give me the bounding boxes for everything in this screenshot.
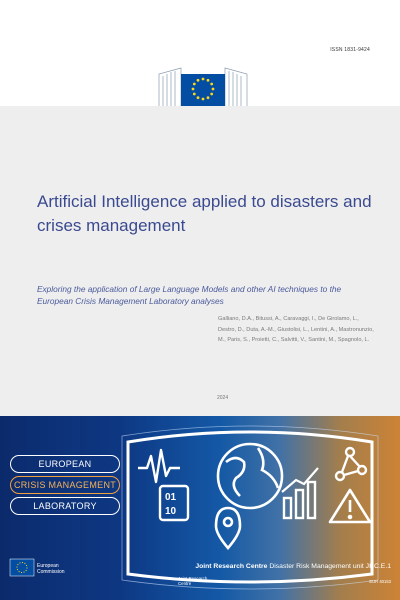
jrc-name: Joint Research Centre [195, 563, 268, 570]
binary-bottom-text: 10 [165, 506, 177, 517]
binary-top-text: 01 [165, 492, 177, 503]
ec-bottom-label-2: Commission [37, 569, 65, 575]
title-band [0, 106, 400, 416]
jrc-unit-line [195, 563, 391, 570]
report-title: Artificial Intelligence applied to disasters and crises management [37, 192, 372, 235]
ecml-line-crisis-management: CRISIS MANAGEMENT [10, 476, 120, 494]
author-list: Galliano, D.A., Bitussi, A., Caravaggi, I., De Girolamo, L., Destro, D., Duta, A.-M., Giustolisi, L., Lentini, A., Mastronunzio, M., Paris, S., Proietti, C., Salvitti, V., Santini, M., Spagnolo, L. [218, 316, 374, 343]
ecml-logo [10, 455, 120, 518]
ecml-line-laboratory: LABORATORY [10, 497, 120, 515]
ec-bottom-label-1: European [37, 563, 59, 569]
publication-year: 2024 [217, 395, 229, 401]
report-subtitle: Exploring the application of Large Language Models and other AI techniques to the European Crisis Management Laboratory analyses [37, 284, 342, 306]
jrc-unit: Disaster Risk Management unit JRC.E.1 [267, 563, 391, 570]
ecml-line-european: EUROPEAN [10, 455, 120, 473]
eur-code: EUR 40153 [369, 579, 391, 584]
issn-label: ISSN 1831-9424 [330, 47, 370, 53]
jrc-small-label: Joint Research Centre [178, 576, 208, 586]
ec-bottom-label [37, 563, 77, 575]
